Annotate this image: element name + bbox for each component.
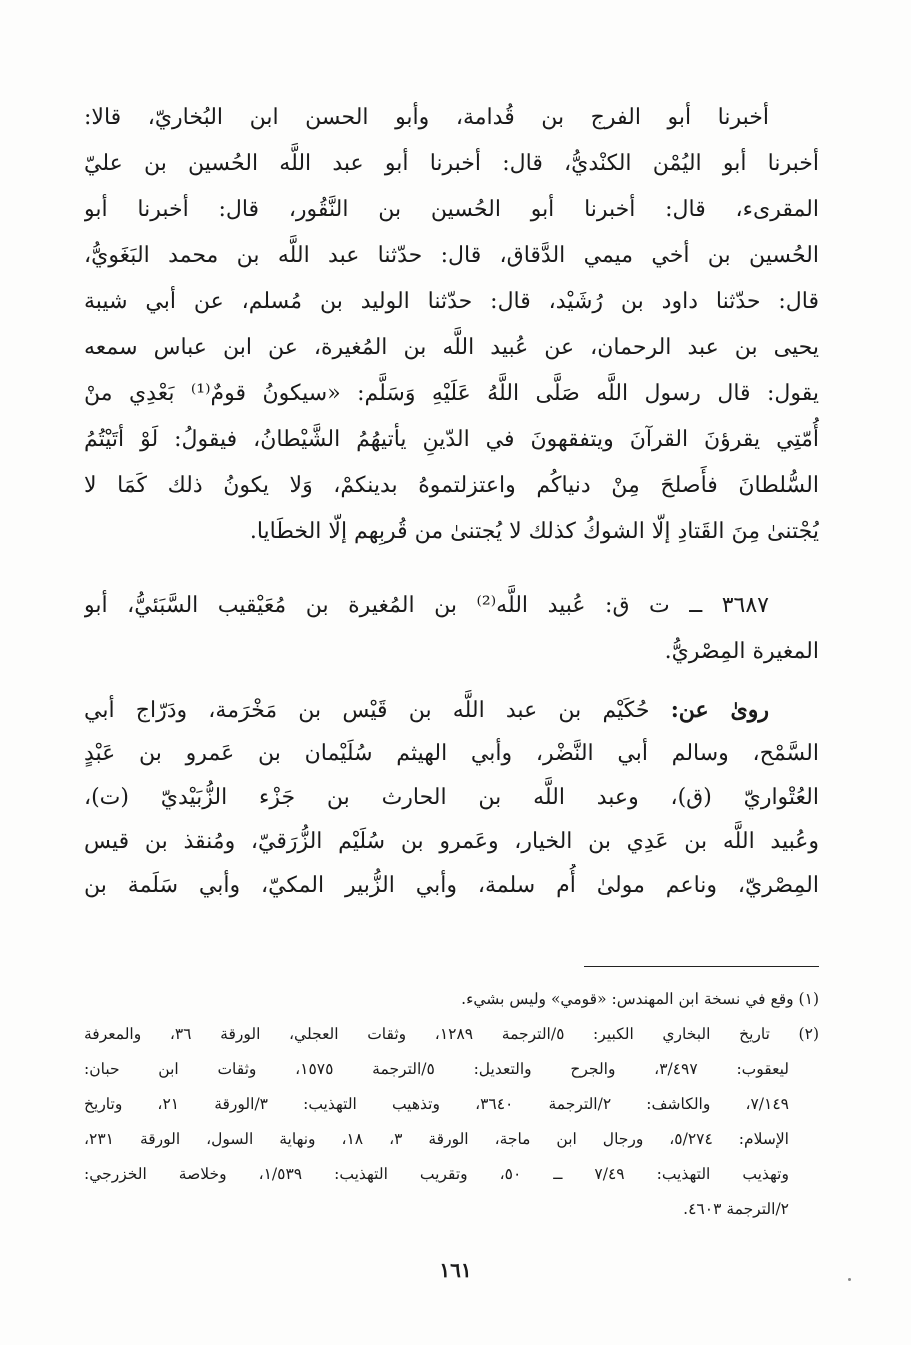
text-line: السَّمْح، وسالم أبي النَّضْر، وأبي الهيثم سُلَيْمان بن عَمرو بن عَبْدٍ	[84, 741, 819, 766]
text-line: السُّلطانَ فأَصلحَ مِنْ دنياكُم واعتزلتموهُ بدينكمْ، وَلا يكونُ ذلك كَمَا لا	[84, 473, 819, 498]
entry-line: ٣٦٨٧ ــ ت ق: عُبيد اللَّه⁽²⁾ بن المُغيرة بن مُعَيْقيب السَّبَئيُّ، أبو	[84, 593, 769, 618]
text-line: العُتْواريّ (ق)، وعبد اللَّه بن الحارث بن جَزْء الزُّبَيْديّ (ت)،	[84, 785, 819, 810]
text-line: يحيى بن عبد الرحمان، عن عُبيد اللَّه بن المُغيرة، عن ابن عباس سمعه	[84, 335, 819, 360]
footnote-separator	[584, 966, 819, 967]
entry-line: المغيرة المِصْريُّ.	[664, 639, 819, 664]
footnote-line: الإسلام: ٥/٢٧٤، ورجال ابن ماجة، الورقة ٣، ١٨، ونهاية السول، الورقة ٢٣١،	[84, 1130, 789, 1148]
footnotes	[84, 982, 819, 1227]
scan-speck	[848, 1278, 851, 1281]
text-line: الحُسين بن أخي ميمي الدَّقاق، قال: حدّثنا عبد اللَّه بن محمد البَغَويُّ،	[84, 243, 819, 268]
footnote-line: ٢/الترجمة ٤٦٠٣.	[683, 1200, 789, 1218]
text-line: المقرىء، قال: أخبرنا أبو الحُسين بن النَّقُور، قال: أخبرنا أبو	[84, 197, 819, 222]
footnote-line: (١) وقع في نسخة ابن المهندس: «قومي» وليس بشيء.	[461, 990, 819, 1008]
text-line: المِصْريّ، وناعم مولىٰ أُم سلمة، وأبي الزُّبير المكيّ، وأبي سَلَمة بن	[84, 873, 819, 898]
entry-heading	[84, 583, 819, 675]
text-line: يُجْتنىٰ مِنَ القَتادِ إلّا الشوكُ كذلك لا يُجتنىٰ من قُربِهم إلّا الخطَايا.	[249, 519, 819, 544]
footnote-line: ٧/١٤٩، والكاشف: ٢/الترجمة ٣٦٤٠، وتذهيب التهذيب: ٣/الورقة ٢١، وتاريخ	[84, 1095, 789, 1113]
text-line	[84, 688, 819, 732]
text-line: قال: حدّثنا داود بن رُشَيْد، قال: حدّثنا الوليد بن مُسلم، عن أبي شيبة	[84, 289, 819, 314]
text-line: وعُبيد اللَّه بن عَدِي بن الخيار، وعَمرو بن سُلَيْم الزُّرَقيّ، ومُنقذ بن قيس	[84, 829, 819, 854]
footnote-line: ليعقوب: ٣/٤٩٧، والجرح والتعديل: ٥/الترجمة ١٥٧٥، وثقات ابن حبان:	[84, 1060, 789, 1078]
page-number: ١٦١	[439, 1258, 472, 1282]
text-line: أُمّتِي يقرؤنَ القرآنَ ويتفقهونَ في الدّينِ يأتيهُمُ الشَّيْطانُ، فيقولُ: لَوْ أتَيْتُمُ	[84, 427, 819, 452]
narrators-paragraph	[84, 688, 819, 908]
text-line: أخبرنا أبو الفرج بن قُدامة، وأبو الحسن ابن البُخاريّ، قالا:	[84, 105, 769, 130]
hadith-paragraph	[84, 95, 819, 555]
footnote-line: وتهذيب التهذيب: ٧/٤٩ ــ ٥٠، وتقريب التهذيب: ١/٥٣٩، وخلاصة الخزرجي:	[84, 1165, 789, 1183]
text-line: أخبرنا أبو اليُمْن الكنْديُّ، قال: أخبرنا أبو عبد اللَّه الحُسين بن عليّ	[84, 151, 819, 176]
text-line: يقول: قال رسول اللَّه صَلَّى اللَّهُ عَلَيْهِ وَسَلَّم: «سيكونُ قومٌ⁽¹⁾ بَعْدِي منْ	[84, 381, 819, 406]
footnote-line: (٢) تاريخ البخاري الكبير: ٥/الترجمة ١٢٨٩، وثقات العجلي، الورقة ٣٦، والمعرفة	[84, 1025, 819, 1043]
section-label: روىٰ عن:	[670, 697, 770, 723]
text-segment: حُكَيْم بن عبد اللَّه بن قَيْس بن مَخْرَمة، ودَرّاج أبي	[84, 698, 650, 723]
